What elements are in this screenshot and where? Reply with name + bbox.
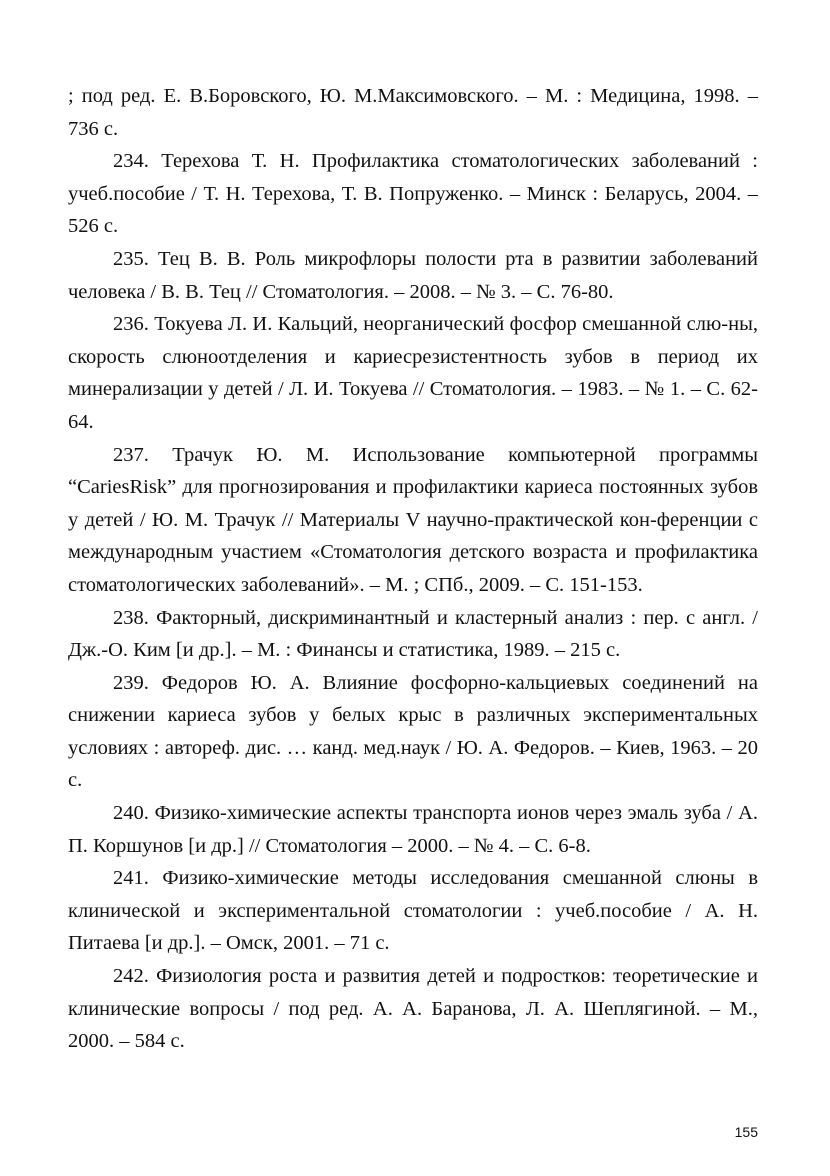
- bibliography-entry-234: 234. Терехова Т. Н. Профилактика стоматологических заболеваний : учеб.пособие / Т. Н. Терехова, Т. В. Попруженко. – Минск : Беларусь, 2004. – 526 с.: [68, 150, 758, 238]
- page-number: 155: [734, 1124, 758, 1140]
- bibliography-entry-continuation: ; под ред. Е. В.Боровского, Ю. М.Максимовского. – М. : Медицина, 1998. – 736 с.: [68, 85, 758, 140]
- bibliography-entry-235: 235. Тец В. В. Роль микрофлоры полости рта в развитии заболеваний человека / В. В. Тец // Стоматология. – 2008. – № 3. – С. 76-80.: [68, 247, 758, 303]
- bibliography-entry-236: 236. Токуева Л. И. Кальций, неорганический фосфор смешанной слю-ны, скорость слюноотделения и кариесрезистентность зубов в период их минерализации у детей / Л. И. Токуева // Стоматология. – 1983. – № 1. – С. 62-64.: [68, 313, 758, 433]
- bibliography-entry-238: 238. Факторный, дискриминантный и кластерный анализ : пер. с англ. / Дж.-О. Ким [и др.]. – М. : Финансы и статистика, 1989. – 215 с.: [68, 606, 758, 662]
- bibliography-entry-241: 241. Физико-химические методы исследования смешанной слюны в клинической и экспериментальной стоматологии : учеб.пособие / А. Н. Питаева [и др.]. – Омск, 2001. – 71 с.: [68, 867, 758, 955]
- bibliography-entry-237: 237. Трачук Ю. М. Использование компьютерной программы “CariesRisk” для прогнозирования и профилактики кариеса постоянных зубов у детей / Ю. М. Трачук // Материалы V научно-практической кон-ференции с международным участием «Стоматология детского возраста и профилактика стоматологических заболеваний». – М. ; СПб., 2009. – С. 151-153.: [68, 443, 758, 596]
- bibliography-entry-239: 239. Федоров Ю. А. Влияние фосфорно-кальциевых соединений на снижении кариеса зубов у белых крыс в различных экспериментальных условиях : автореф. дис. … канд. мед.наук / Ю. А. Федоров. – Киев, 1963. – 20 с.: [68, 671, 758, 792]
- bibliography-entry-242: 242. Физиология роста и развития детей и подростков: теоретические и клинические вопросы / под ред. А. А. Баранова, Л. А. Шеплягиной. – М., 2000. – 584 с.: [68, 965, 758, 1053]
- bibliography-list: [68, 80, 758, 1058]
- bibliography-entry-240: 240. Физико-химические аспекты транспорта ионов через эмаль зуба / А. П. Коршунов [и др.] // Стоматология – 2000. – № 4. – С. 6-8.: [68, 802, 758, 857]
